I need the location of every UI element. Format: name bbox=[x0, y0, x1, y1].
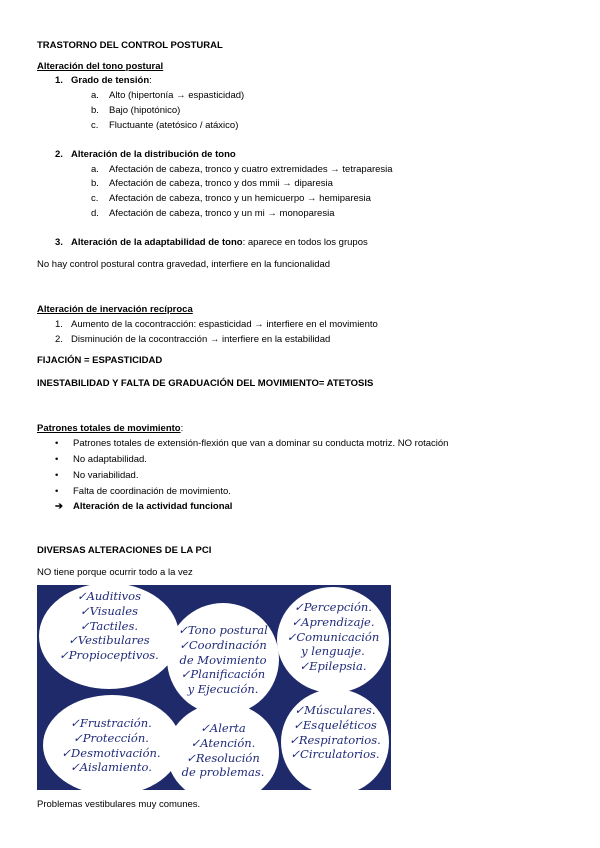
bullet-icon: • bbox=[55, 470, 59, 481]
section-heading-pci: DIVERSAS ALTERACIONES DE LA PCI bbox=[37, 545, 212, 556]
circle-text-motor: ✓Tono postural ✓Coordinación de Movimiento ✓Planificación y Ejecución. bbox=[178, 623, 268, 697]
tono-subitem: c. Fluctuante (atetósico / atáxico) bbox=[91, 120, 239, 131]
pci-diagram bbox=[37, 585, 391, 790]
tono-item-1-label: Grado de tensión bbox=[71, 75, 150, 86]
patrones-item: • Patrones totales de extensión-flexión que van a dominar su conducta motriz. NO rotación bbox=[55, 438, 449, 449]
patrones-arrow-item: ➔ Alteración de la actividad funcional bbox=[55, 501, 233, 512]
circle-text-emotional: ✓Frustración. ✓Protección. ✓Desmotivación. ✓Aislamiento. bbox=[61, 716, 161, 775]
tono-subitem: c. Afectación de cabeza, tronco y un hemicuerpo → hemiparesia bbox=[91, 193, 371, 204]
pci-note: NO tiene porque ocurrir todo a la vez bbox=[37, 567, 193, 578]
footer-note: Problemas vestibulares muy comunes. bbox=[37, 799, 201, 810]
patrones-item: • Falta de coordinación de movimiento. bbox=[55, 486, 231, 497]
inervacion-item: 2. Disminución de la cocontracción → interfiere en la estabilidad bbox=[55, 334, 331, 345]
inervacion-item: 1. Aumento de la cocontracción: espasticidad → interfiere en el movimiento bbox=[55, 319, 378, 330]
fijacion-statement: FIJACIÓN = ESPASTICIDAD bbox=[37, 355, 163, 366]
tono-note: No hay control postural contra gravedad, interfiere en la funcionalidad bbox=[37, 259, 331, 270]
circle-text-attention: ✓Alerta ✓Atención. ✓Resolución de problemas. bbox=[181, 721, 265, 780]
page-title: TRASTORNO DEL CONTROL POSTURAL bbox=[37, 40, 223, 51]
bullet-icon: • bbox=[55, 438, 59, 449]
tono-subitem: a. Alto (hipertonía → espasticidad) bbox=[91, 90, 245, 101]
tono-item-1: 1. Grado de tensión: bbox=[55, 75, 152, 86]
arrow-right-icon: ➔ bbox=[55, 501, 63, 512]
section-heading-inervacion: Alteración de inervación recíproca bbox=[37, 304, 193, 315]
bullet-icon: • bbox=[55, 454, 59, 465]
section-heading-patrones: Patrones totales de movimiento: bbox=[37, 423, 184, 434]
section-heading-tono: Alteración del tono postural bbox=[37, 61, 164, 72]
tono-subitem: b. Afectación de cabeza, tronco y dos mmii → diparesia bbox=[91, 178, 333, 189]
tono-subitem: a. Afectación de cabeza, tronco y cuatro extremidades → tetraparesia bbox=[91, 164, 393, 175]
circle-text-cognitive: ✓Percepción. ✓Aprendizaje. ✓Comunicación y lenguaje. ✓Epilepsia. bbox=[286, 600, 380, 674]
circle-text-physical: ✓Músculares. ✓Esqueléticos ✓Respiratorios. ✓Circulatorios. bbox=[289, 703, 381, 762]
bullet-icon: • bbox=[55, 486, 59, 497]
inestabilidad-statement: INESTABILIDAD Y FALTA DE GRADUACIÓN DEL MOVIMIENTO= ATETOSIS bbox=[37, 378, 374, 389]
tono-subitem: b. Bajo (hipotónico) bbox=[91, 105, 181, 116]
tono-subitem: d. Afectación de cabeza, tronco y un mi → monoparesia bbox=[91, 208, 335, 219]
patrones-item: • No variabilidad. bbox=[55, 470, 139, 481]
tono-item-2: 2. Alteración de la distribución de tono bbox=[55, 149, 236, 160]
tono-item-3: 3. Alteración de la adaptabilidad de tono: aparece en todos los grupos bbox=[55, 237, 368, 248]
circle-text-sensory: ✓Auditivos ✓Visuales ✓Tactiles. ✓Vestibulares ✓Propioceptivos. bbox=[59, 589, 159, 663]
patrones-item: • No adaptabilidad. bbox=[55, 454, 147, 465]
